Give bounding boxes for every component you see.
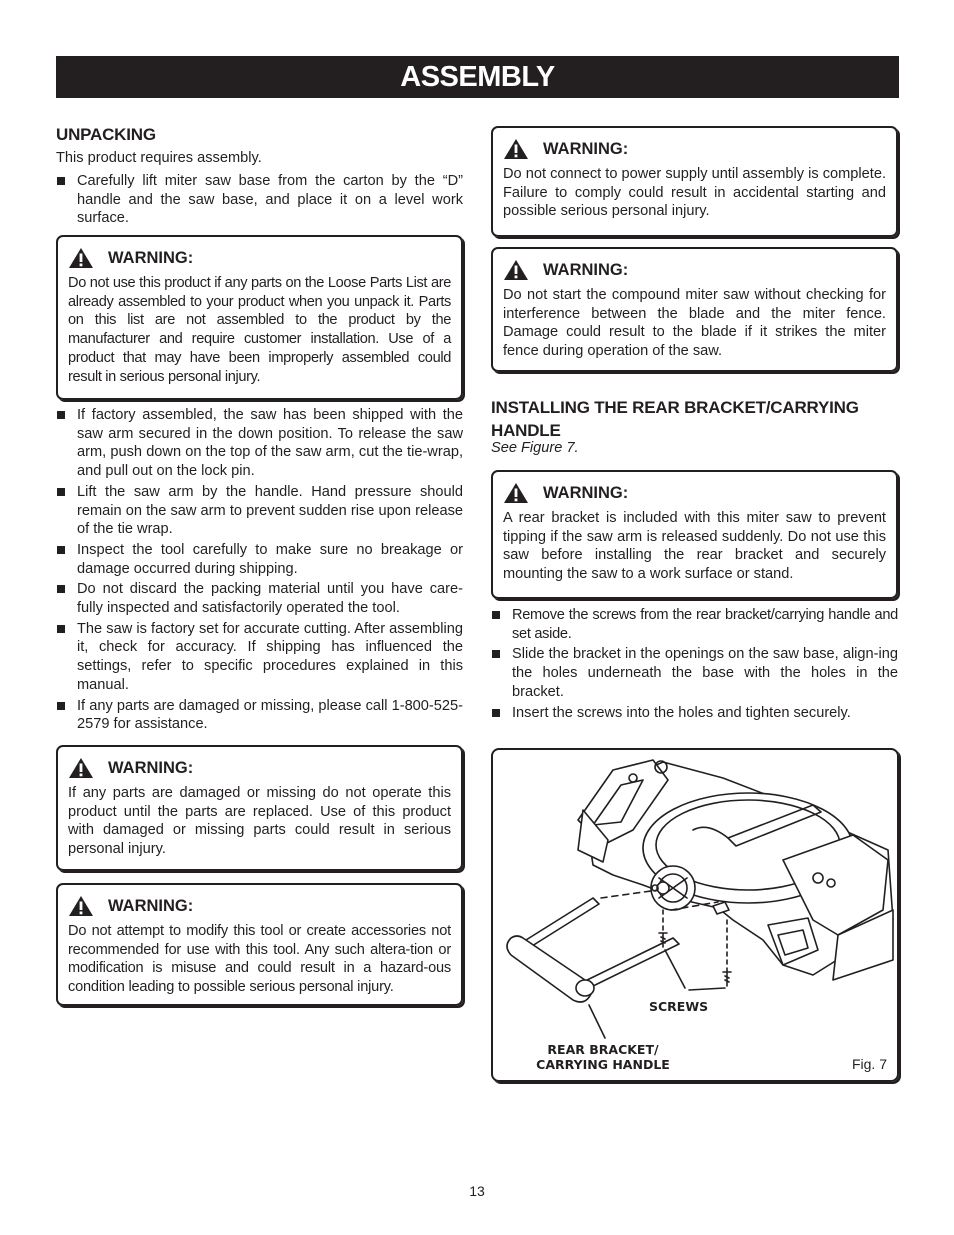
- warning-text: Do not connect to power supply until assembly is complete. Failure to comply could result in accidental starting and possible serious personal injury.: [503, 166, 886, 220]
- warning-box-loose-parts: [56, 235, 463, 400]
- warning-triangle-icon: [503, 138, 529, 160]
- list-item: Insert the screws into the holes and tighten securely.: [491, 704, 898, 723]
- list-item: Do not discard the packing material until you have care-fully inspected and satisfactorily operated the tool.: [56, 580, 463, 617]
- warning-header: [503, 259, 886, 281]
- warning-label: WARNING:: [108, 758, 194, 777]
- warning-triangle-icon: [68, 247, 94, 269]
- warning-box-power: [491, 126, 898, 237]
- bullet-square-icon: [57, 702, 65, 710]
- warning-label: WARNING:: [108, 248, 194, 267]
- list-item: Lift the saw arm by the handle. Hand pressure should remain on the saw arm to prevent sudden rise upon release of the tie wrap.: [56, 483, 463, 539]
- list-item: Carefully lift miter saw base from the carton by the “D” handle and the saw base, and place it on a level work surface.: [56, 172, 463, 228]
- warning-text: Do not attempt to modify this tool or create accessories not recommended for use with this tool. Any such altera-tion or modification is misuse and could result in a hazard-ous condition leading to possible serious personal injury.: [68, 923, 451, 996]
- bullet-square-icon: [57, 585, 65, 593]
- warning-text: Do not use this product if any parts on the Loose Parts List are already assembled to your product when you unpack it. Parts on this list are not assembled to the product by the manufacturer and require customer installation. Use of a product that may have been improperly assembled could result in serious personal injury.: [68, 275, 451, 385]
- warning-header: [503, 482, 886, 504]
- list-item: Inspect the tool carefully to make sure no breakage or damage occurred during shipping.: [56, 541, 463, 578]
- label-rear-bracket: REAR BRACKET/ CARRYING HANDLE: [536, 1042, 670, 1072]
- bullet-square-icon: [57, 488, 65, 496]
- bullet-square-icon: [57, 177, 65, 185]
- warning-box-damaged-parts: [56, 745, 463, 871]
- list-item: Slide the bracket in the openings on the saw base, align-ing the holes underneath the base with the holes in the bracket.: [491, 645, 898, 701]
- warning-box-interference: [491, 247, 898, 372]
- see-figure-reference: See Figure 7.: [491, 440, 579, 456]
- section-banner: [56, 56, 899, 98]
- warning-label: WARNING:: [543, 139, 629, 158]
- miter-saw-illustration: [493, 750, 897, 1080]
- warning-text: If any parts are damaged or missing do not operate this product until the parts are replaced. Use of this product with damaged or missing parts could result in serious personal injury.: [68, 785, 451, 858]
- warning-text: A rear bracket is included with this miter saw to prevent tipping if the saw arm is released suddenly. Do not use this saw before installing the rear bracket and securely mounting the saw to a work surface or stand.: [503, 510, 886, 583]
- unpacking-intro: This product requires assembly.: [56, 150, 262, 166]
- warning-box-modify: [56, 883, 463, 1006]
- warning-header: [68, 895, 451, 917]
- bullet-square-icon: [492, 650, 500, 658]
- page-number: 13: [469, 1183, 485, 1199]
- warning-triangle-icon: [68, 757, 94, 779]
- list-item: If any parts are damaged or missing, please call 1-800-525-2579 for assistance.: [56, 697, 463, 734]
- warning-text: Do not start the compound miter saw without checking for interference between the blade and the miter fence. Damage could result to the blade if it strikes the miter fence during operation of the saw.: [503, 287, 886, 360]
- warning-header: [503, 138, 886, 160]
- figure-7: [491, 748, 899, 1082]
- installing-list: [491, 606, 898, 724]
- unpacking-list: [56, 406, 463, 736]
- warning-box-rear-bracket: [491, 470, 898, 599]
- warning-triangle-icon: [68, 895, 94, 917]
- warning-label: WARNING:: [543, 260, 629, 279]
- bullet-square-icon: [492, 611, 500, 619]
- warning-triangle-icon: [503, 482, 529, 504]
- installing-heading: INSTALLING THE REAR BRACKET/CARRYING HANDLE: [491, 398, 859, 440]
- page-title: ASSEMBLY: [400, 61, 555, 93]
- warning-header: [68, 247, 451, 269]
- list-item: The saw is factory set for accurate cutting. After assembling it, check for accuracy. If shipping has influenced the settings, refer to specific procedures explained in this manual.: [56, 620, 463, 695]
- label-screws: SCREWS: [649, 999, 709, 1014]
- warning-label: WARNING:: [543, 483, 629, 502]
- bullet-square-icon: [492, 709, 500, 717]
- unpacking-first-list: [56, 172, 463, 230]
- bullet-square-icon: [57, 546, 65, 554]
- figure-caption: Fig. 7: [851, 1056, 887, 1072]
- warning-header: [68, 757, 451, 779]
- warning-triangle-icon: [503, 259, 529, 281]
- list-item: If factory assembled, the saw has been shipped with the saw arm secured in the down position. To release the saw arm, push down on the top of the saw arm, cut the tie-wrap, and pull out on the lock pin.: [56, 406, 463, 481]
- bullet-square-icon: [57, 411, 65, 419]
- unpacking-heading: UNPACKING: [56, 125, 156, 144]
- list-item: Remove the screws from the rear bracket/carrying handle and set aside.: [491, 606, 898, 643]
- bullet-square-icon: [57, 625, 65, 633]
- warning-label: WARNING:: [108, 896, 194, 915]
